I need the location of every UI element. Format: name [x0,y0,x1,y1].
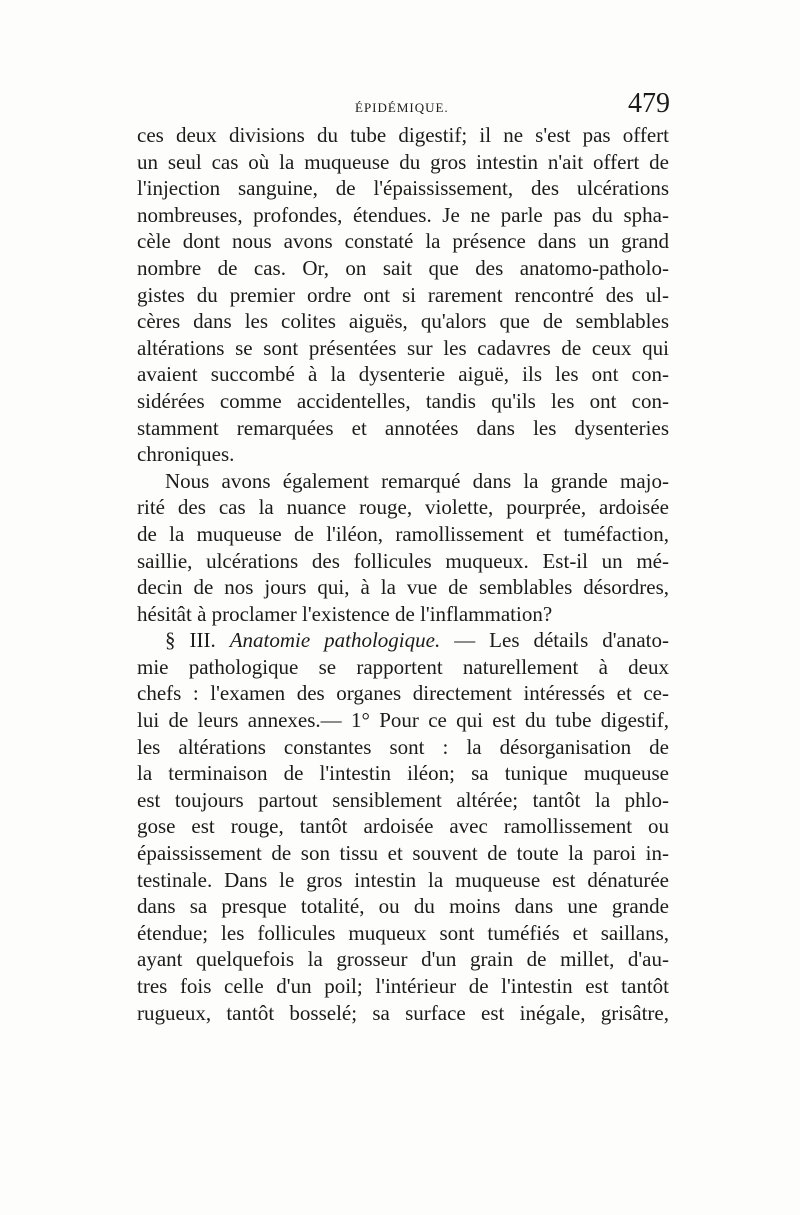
running-head: ÉPIDÉMIQUE. [355,100,449,115]
body-text [137,122,669,1026]
text-line: gistes du premier ordre ont si rarement rencontré des ul- [137,282,669,307]
section-number: § III. [165,628,216,653]
text-line: mie pathologique se rapportent naturellement à deux [137,654,669,679]
text-line: cèle dont nous avons constaté la présence dans un grand [137,229,669,254]
text-line: étendue; les follicules muqueux sont tuméfiés et saillans, [137,920,669,945]
text-line: de la muqueuse de l'iléon, ramollissement et tuméfaction, [137,521,669,546]
text-segment: — Les détails d'anato- [454,628,670,653]
text-line: nombre de cas. Or, on sait que des anatomo-patholo- [137,255,669,280]
text-line: nombreuses, profondes, étendues. Je ne parle pas du spha- [137,202,669,227]
text-line: ces deux divisions du tube digestif; il ne s'est pas offert [137,123,669,147]
text-line: chroniques. [137,442,235,467]
text-line: l'injection sanguine, de l'épaississement, des ulcérations [137,176,669,201]
text-line: gose est rouge, tantôt ardoisée avec ramollissement ou [137,814,669,839]
text-line: tres fois celle d'un poil; l'intérieur de l'intestin est tantôt [137,974,669,998]
text-line: chefs : l'examen des organes directement intéressés et ce- [137,681,669,706]
text-line: hésitât à proclamer l'existence de l'inflammation? [137,601,553,626]
text-line: avaient succombé à la dysenterie aiguë, ils les ont con- [137,362,669,387]
text-line: les altérations constantes sont : la désorganisation de [137,734,669,759]
text-line: stamment remarquées et annotées dans les dysenteries [137,415,669,440]
text-line: un seul cas où la muqueuse du gros intestin n'ait offert de [137,149,669,174]
text-line: sidérées comme accidentelles, tandis qu'ils les ont con- [137,388,669,413]
text-line: altérations se sont présentées sur les cadavres de ceux qui [137,335,669,360]
text-line: saillie, ulcérations des follicules muqueux. Est-il un mé- [137,548,669,573]
text-line: cères dans les colites aiguës, qu'alors que de semblables [137,309,669,334]
text-line: ayant quelquefois la grosseur d'un grain de millet, d'au- [137,947,669,972]
text-line: la terminaison de l'intestin iléon; sa tunique muqueuse [137,761,669,786]
text-line: rugueux, tantôt bosselé; sa surface est inégale, grisâtre, [137,1000,669,1025]
text-line: testinale. Dans le gros intestin la muqueuse est dénaturée [137,867,669,892]
text-line: dans sa presque totalité, ou du moins dans une grande [137,894,669,919]
text-line: Nous avons également remarqué dans la grande majo- [165,468,669,493]
text-line: decin de nos jours qui, à la vue de semblables désordres, [137,575,669,600]
text-line: lui de leurs annexes.— 1° Pour ce qui est du tube digestif, [137,708,669,733]
page-number: 479 [628,88,670,119]
section-heading-line [137,627,669,654]
text-line: épaississement de son tissu et souvent de toute la paroi in- [137,841,669,866]
section-title: Anatomie pathologique. [229,628,441,653]
text-line: est toujours partout sensiblement altérée; tantôt la phlo- [137,787,669,812]
text-line: rité des cas la nuance rouge, violette, pourprée, ardoisée [137,495,669,520]
